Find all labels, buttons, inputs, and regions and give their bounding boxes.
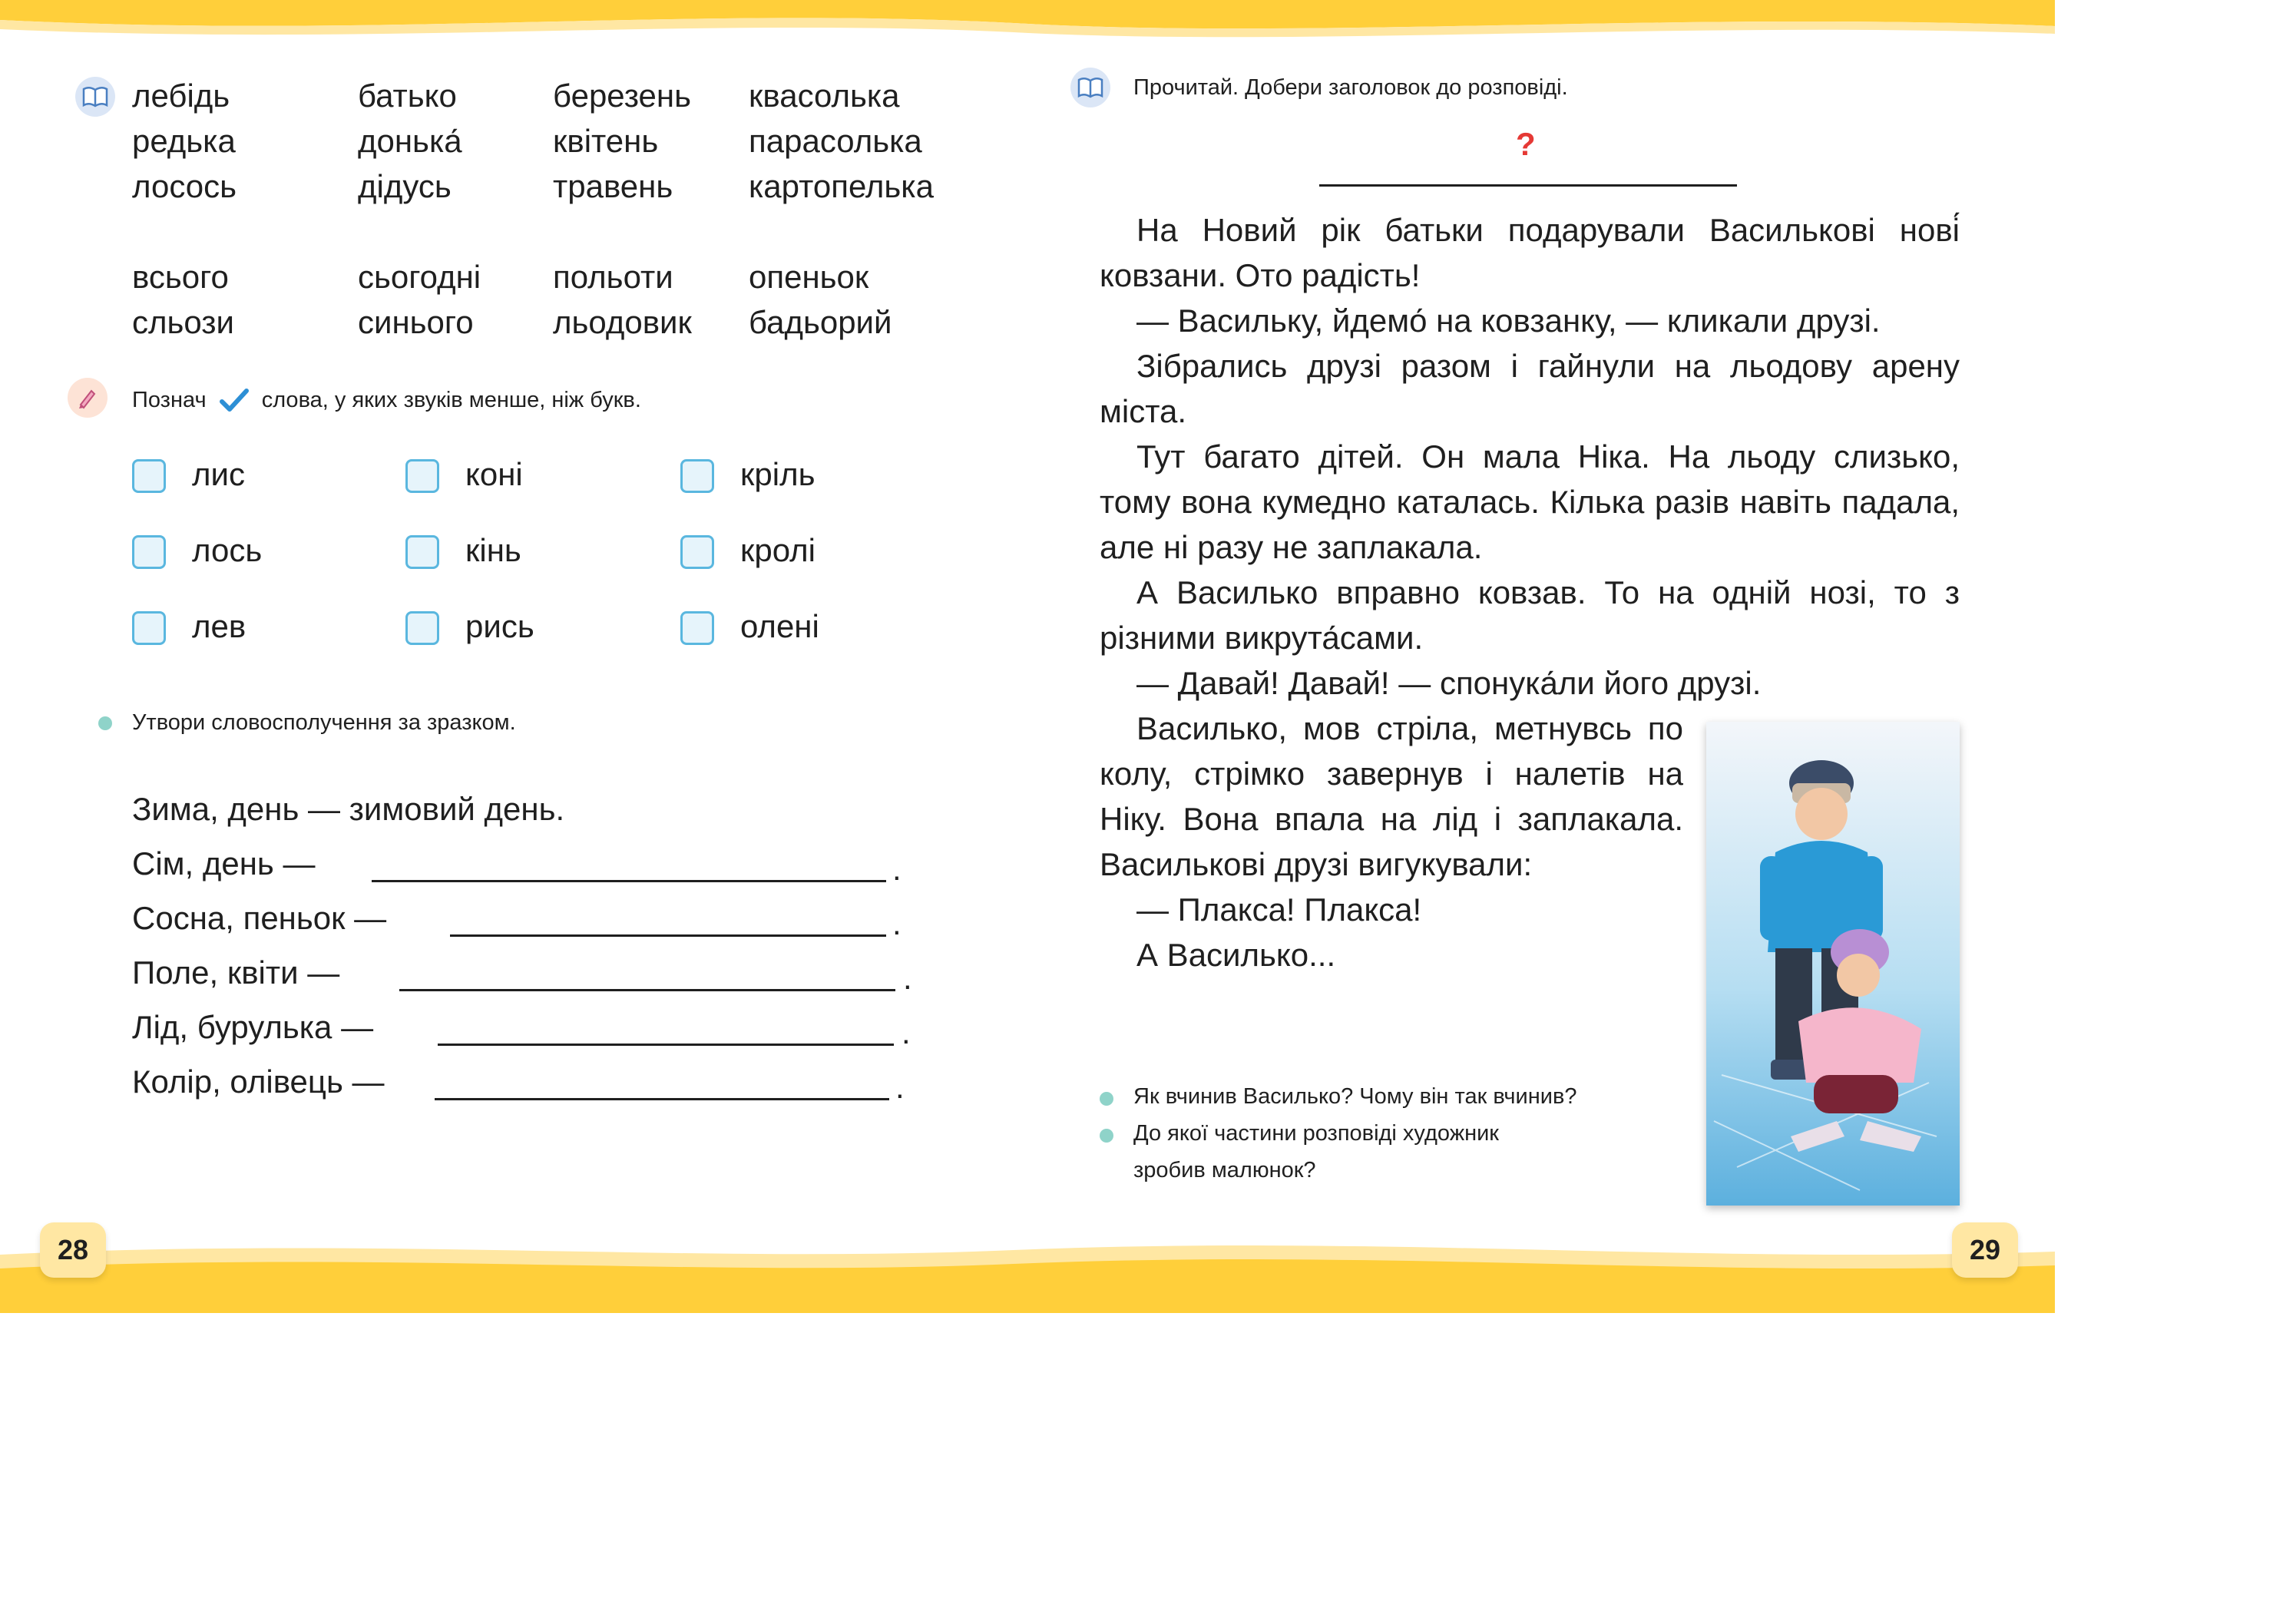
word: парасолька — [749, 123, 922, 159]
word: всього — [132, 259, 229, 295]
checkbox-label: олені — [740, 608, 819, 644]
book-icon — [75, 77, 115, 117]
story-paragraph: — Давай! Давай! — спонука́ли його друзі. — [1136, 665, 1762, 701]
exercise-prompt: Лід, бурулька — — [132, 1009, 374, 1045]
story-paragraph: А Василько... — [1136, 937, 1336, 973]
exercise-prompt: Поле, квіти — — [132, 954, 340, 991]
exercise-prompt: Колір, олівець — — [132, 1063, 385, 1100]
word-checkbox[interactable] — [405, 535, 439, 569]
checkbox-label: лев — [192, 608, 246, 644]
story-paragraph: Зібрались друзі разом і гайнули на льодову арену міста. — [1100, 348, 1960, 429]
answer-line[interactable] — [450, 934, 886, 937]
task-instruction — [132, 388, 641, 414]
word-checkbox[interactable] — [132, 611, 166, 645]
period: . — [903, 960, 912, 996]
word: польоти — [553, 259, 673, 295]
answer-line[interactable] — [438, 1044, 894, 1046]
period: . — [902, 1014, 911, 1050]
book-icon — [1070, 68, 1110, 107]
word-checkbox[interactable] — [680, 535, 714, 569]
checkbox-label: лось — [192, 532, 263, 568]
word: бадьорий — [749, 304, 892, 340]
question: До якої частини розповіді художник — [1133, 1121, 1499, 1146]
story-paragraph: — Плакса! Плакса! — [1136, 891, 1422, 928]
period: . — [895, 1069, 905, 1105]
word: лосось — [132, 168, 237, 204]
word: березень — [553, 78, 691, 114]
checkmark-icon — [219, 388, 250, 414]
word: картопелька — [749, 168, 934, 204]
word: льодовик — [553, 304, 692, 340]
word: донька́ — [358, 123, 462, 159]
checkbox-label: кріль — [740, 456, 816, 492]
story-paragraph: Тут багато дітей. Он мала Ніка. На льоду слизько, тому вона кумедно каталась. Кілька разів навіть падала, але ні разу не заплакала. — [1100, 438, 1960, 565]
question: Як вчинив Василько? Чому він так вчинив? — [1133, 1084, 1577, 1109]
word: опеньок — [749, 259, 869, 295]
story-paragraph: На Новий рік батьки подарували Василькові нові́ ковзани. Ото радість! — [1100, 212, 1960, 293]
instruction-prefix: Познач — [132, 388, 207, 412]
word: сльози — [132, 304, 234, 340]
checkbox-label: рись — [465, 608, 534, 644]
exercise-prompt: Сім, день — — [132, 845, 316, 881]
word-checkbox[interactable] — [405, 459, 439, 493]
word-checkbox[interactable] — [132, 535, 166, 569]
word: травень — [553, 168, 673, 204]
instruction-suffix: слова, у яких звуків менше, ніж букв. — [261, 388, 641, 412]
word: квасолька — [749, 78, 900, 114]
checkbox-label: кролі — [740, 532, 816, 568]
top-decor-band — [0, 0, 2055, 46]
word: батько — [358, 78, 457, 114]
word: дідусь — [358, 168, 452, 204]
exercise-prompt: Сосна, пеньок — — [132, 900, 387, 936]
bullet-dot — [98, 716, 112, 730]
checkbox-label: коні — [465, 456, 523, 492]
bullet-dot — [1100, 1129, 1113, 1143]
word: редька — [132, 123, 236, 159]
page-number-right: 29 — [1952, 1222, 2018, 1278]
word: синього — [358, 304, 474, 340]
story-paragraph: — Васильку, йдемо́ на ковзанку, — кликали друзі. — [1136, 303, 1881, 339]
task3-instruction: Утвори словосполучення за зразком. — [132, 710, 516, 735]
answer-line[interactable] — [435, 1098, 889, 1100]
title-question-mark: ? — [1516, 126, 1536, 162]
checkbox-label: лис — [192, 456, 245, 492]
story-paragraph: А Василько вправно ковзав. То на одній нозі, то з різними викрута́сами. — [1100, 574, 1960, 656]
answer-line[interactable] — [372, 880, 886, 882]
word-checkbox[interactable] — [132, 459, 166, 493]
bullet-dot — [1100, 1092, 1113, 1106]
bottom-decor-band — [0, 1221, 2055, 1313]
word: сьогодні — [358, 259, 481, 295]
question-continuation: зробив малюнок? — [1133, 1158, 1316, 1182]
word-checkbox[interactable] — [405, 611, 439, 645]
page-number-left: 28 — [40, 1222, 106, 1278]
word-checkbox[interactable] — [680, 459, 714, 493]
title-answer-line[interactable] — [1319, 184, 1737, 187]
example-phrase: Зима, день — зимовий день. — [132, 791, 565, 827]
period: . — [892, 851, 902, 887]
word: квітень — [553, 123, 659, 159]
story-paragraph: Василько, мов стріла, метнувсь по колу, стрімко завернув і налетів на Ніку. Вона впала на лід і заплакала. Васильковi друзі вигукували: — [1100, 710, 1683, 882]
word-checkbox[interactable] — [680, 611, 714, 645]
pencil-icon — [68, 378, 108, 418]
word: лебідь — [132, 78, 230, 114]
skating-children-illustration — [1706, 722, 1960, 1206]
period: . — [892, 905, 902, 941]
checkbox-label: кінь — [465, 532, 521, 568]
answer-line[interactable] — [399, 989, 895, 991]
reading-instruction: Прочитай. Добери заголовок до розповіді. — [1133, 75, 1568, 100]
